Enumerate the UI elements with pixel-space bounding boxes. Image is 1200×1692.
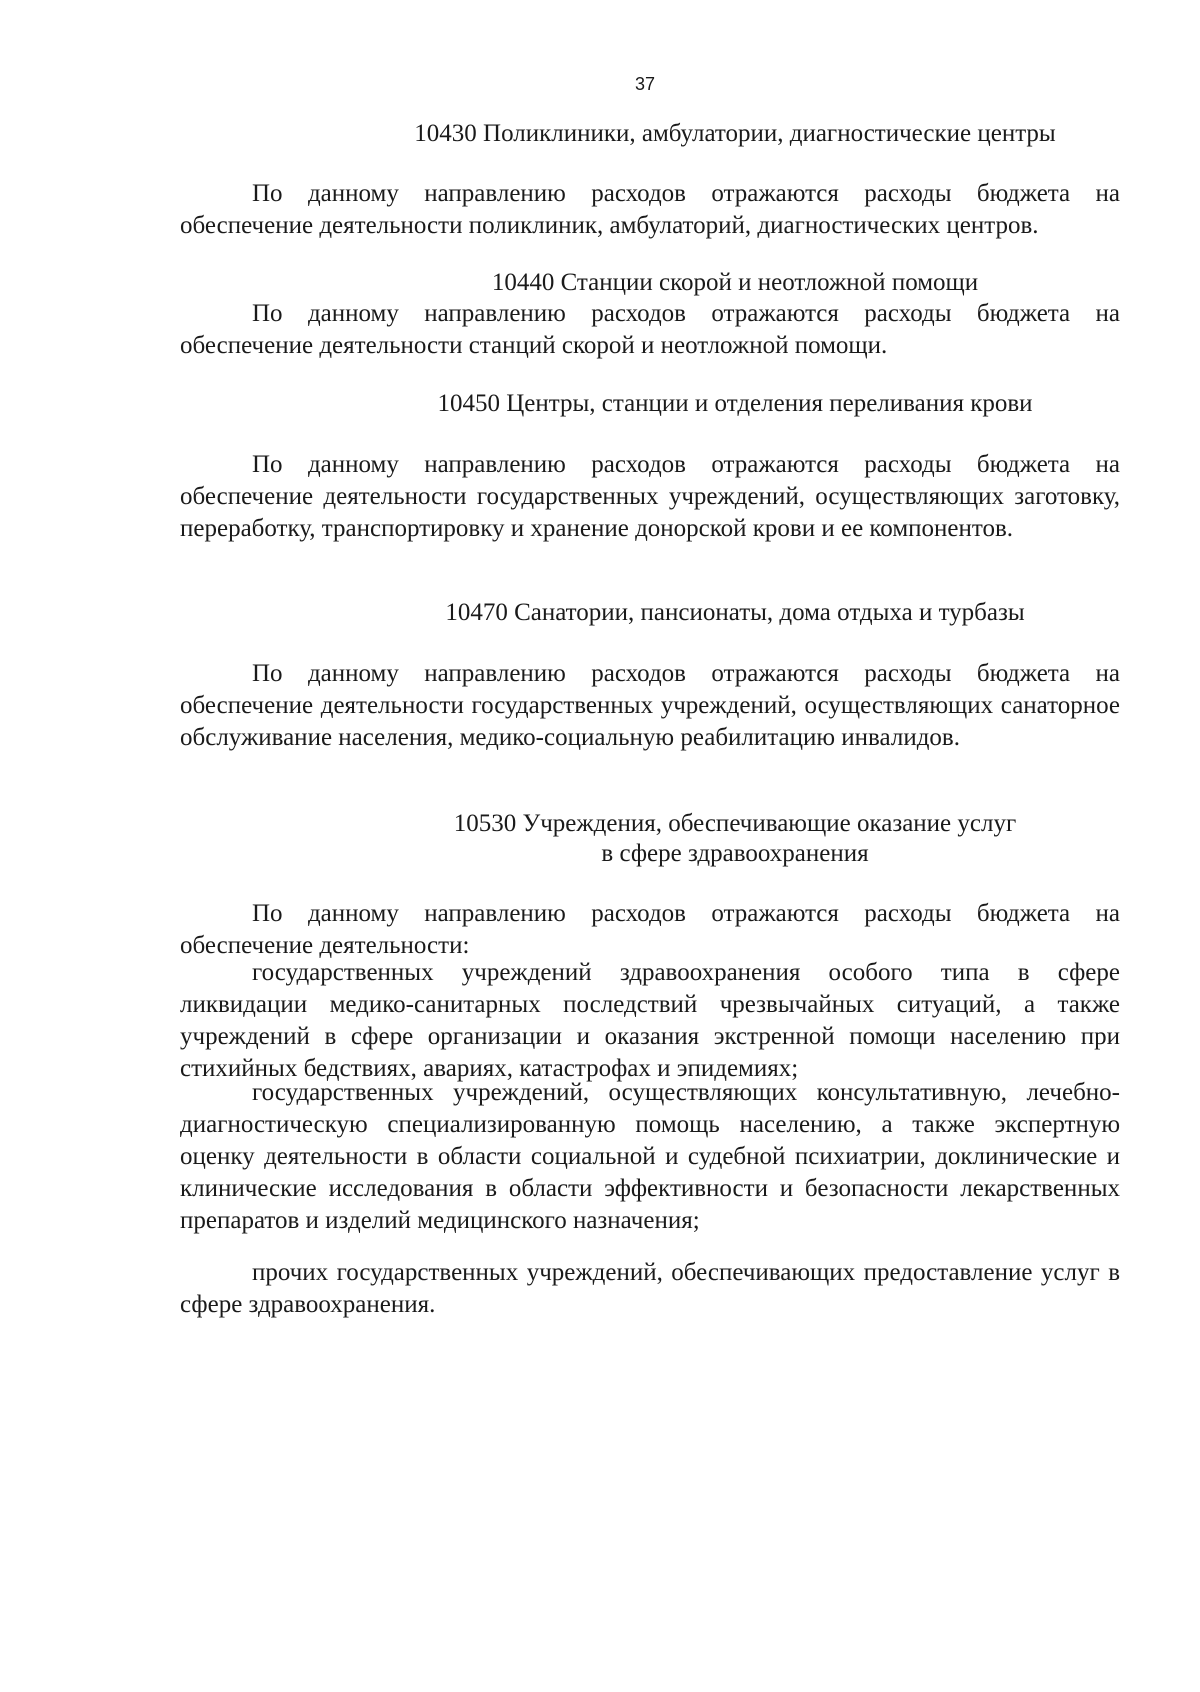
section-paragraph-10530-item2: государственных учреждений, осуществляющих консультативную, лечебно-диагностическую специализированную помощь населению, а также экспертную оценку деятельности в области социальной и судебной психиатрии, доклинические и клинические исследования в области эффективности и безопасности лекарственных препаратов и изделий медицинского назначения; (180, 1079, 1120, 1234)
section-paragraph-10470: По данному направлению расходов отражаются расходы бюджета на обеспечение деятельности государственных учреждений, осуществляющих санаторное обслуживание населения, медико-социальную реабилитацию инвалидов. (180, 660, 1120, 751)
section-heading-10430: 10430 Поликлиники, амбулатории, диагностические центры (414, 120, 1056, 147)
section-paragraph-10530-item1: государственных учреждений здравоохранения особого типа в сфере ликвидации медико-санитарных последствий чрезвычайных ситуаций, а также учреждений в сфере организации и оказания экстренной помощи населению при стихийных бедствиях, авариях, катастрофах и эпидемиях; (180, 959, 1120, 1082)
section-heading-10530-line2: в сфере здравоохранения (601, 840, 869, 867)
page-number: 37 (634, 74, 656, 94)
section-heading-10450: 10450 Центры, станции и отделения переливания крови (437, 390, 1033, 417)
section-paragraph-10450: По данному направлению расходов отражаются расходы бюджета на обеспечение деятельности государственных учреждений, осуществляющих заготовку, переработку, транспортировку и хранение донорской крови и ее компонентов. (180, 451, 1120, 542)
section-heading-10440: 10440 Станции скорой и неотложной помощи (491, 269, 979, 296)
section-paragraph-10530-intro: По данному направлению расходов отражаются расходы бюджета на обеспечение деятельности: (180, 900, 1120, 959)
section-paragraph-10430: По данному направлению расходов отражаются расходы бюджета на обеспечение деятельности поликлиник, амбулаторий, диагностических центров. (180, 180, 1120, 239)
section-paragraph-10440: По данному направлению расходов отражаются расходы бюджета на обеспечение деятельности станций скорой и неотложной помощи. (180, 300, 1120, 359)
section-heading-10530-line1: 10530 Учреждения, обеспечивающие оказание услуг (453, 810, 1017, 837)
section-heading-10470: 10470 Санатории, пансионаты, дома отдыха и турбазы (445, 599, 1025, 626)
section-paragraph-10530-item3: прочих государственных учреждений, обеспечивающих предоставление услуг в сфере здравоохранения. (180, 1259, 1120, 1318)
